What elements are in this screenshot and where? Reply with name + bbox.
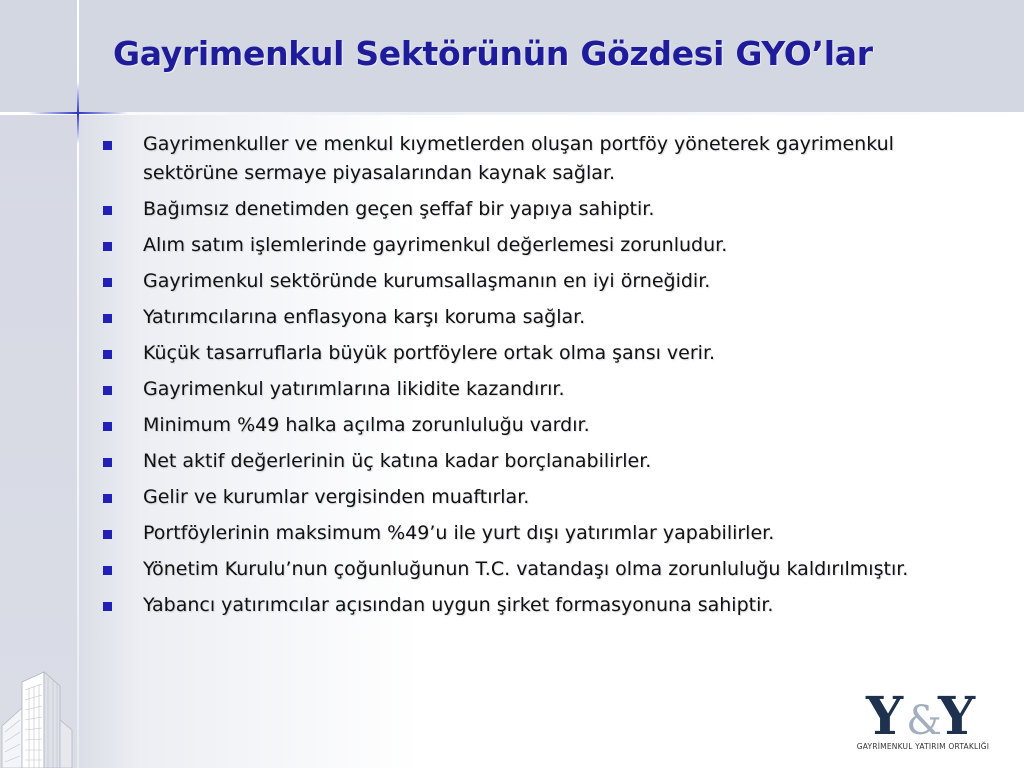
square-bullet-icon [103,602,112,611]
bullet-list [103,130,933,627]
bullet-text: Gayrimenkul yatırımlarına likidite kazandırır. [143,378,565,400]
bullet-text: Net aktif değerlerinin üç katına kadar borçlanabilirler. [143,450,652,472]
svg-text:Y: Y [938,686,976,740]
square-bullet-icon [103,141,112,150]
logo-tagline: GAYRİMENKUL YATIRIM ORTAKLIĞI [856,742,990,751]
bullet-item [103,303,933,332]
bullet-item [103,231,933,260]
horizontal-rule [0,112,1024,115]
square-bullet-icon [103,242,112,251]
bullet-item [103,267,933,296]
bullet-text: Portföylerinin maksimum %49’u ile yurt dışı yatırımlar yapabilirler. [143,522,775,544]
bullet-text: Küçük tasarruflarla büyük portföylere ortak olma şansı verir. [143,342,716,364]
bullet-text: Gayrimenkul sektöründe kurumsallaşmanın en iyi örneğidir. [143,270,711,292]
square-bullet-icon [103,458,112,467]
square-bullet-icon [103,350,112,359]
square-bullet-icon [103,314,112,323]
bullet-item [103,555,933,584]
square-bullet-icon [103,206,112,215]
company-logo [834,682,1010,764]
svg-text:Y: Y [866,686,904,740]
square-bullet-icon [103,566,112,575]
bullet-text: Alım satım işlemlerinde gayrimenkul değerlemesi zorunludur. [143,234,728,256]
bullet-item [103,130,933,188]
svg-text:&: & [906,698,942,740]
yy-logo-icon [864,684,984,740]
bullet-item [103,195,933,224]
bullet-item [103,339,933,368]
bullet-item [103,591,933,620]
bullet-item [103,483,933,512]
bullet-text: Gayrimenkuller ve menkul kıymetlerden oluşan portföy yöneterek gayrimenkul sektörüne sermaye piyasalarından kaynak sağlar. [143,133,894,184]
bullet-item [103,375,933,404]
square-bullet-icon [103,422,112,431]
bullet-item [103,411,933,440]
bullet-text: Yönetim Kurulu’nun çoğunluğunun T.C. vatandaşı olma zorunluluğu kaldırılmıştır. [143,558,909,580]
bullet-item [103,519,933,548]
square-bullet-icon [103,494,112,503]
bullet-item [103,447,933,476]
sparkle-vertical [77,82,79,144]
building-icon [0,668,74,768]
bullet-text: Yatırımcılarına enflasyona karşı koruma sağlar. [143,306,586,328]
square-bullet-icon [103,278,112,287]
bullet-text: Yabancı yatırımcılar açısından uygun şirket formasyonuna sahiptir. [143,594,774,616]
square-bullet-icon [103,386,112,395]
bullet-text: Minimum %49 halka açılma zorunluluğu vardır. [143,414,590,436]
bullet-text: Bağımsız denetimden geçen şeffaf bir yapıya sahiptir. [143,198,655,220]
bullet-text: Gelir ve kurumlar vergisinden muaftırlar. [143,486,530,508]
square-bullet-icon [103,530,112,539]
slide-title: Gayrimenkul Sektörünün Gözdesi GYO’lar [113,34,873,73]
